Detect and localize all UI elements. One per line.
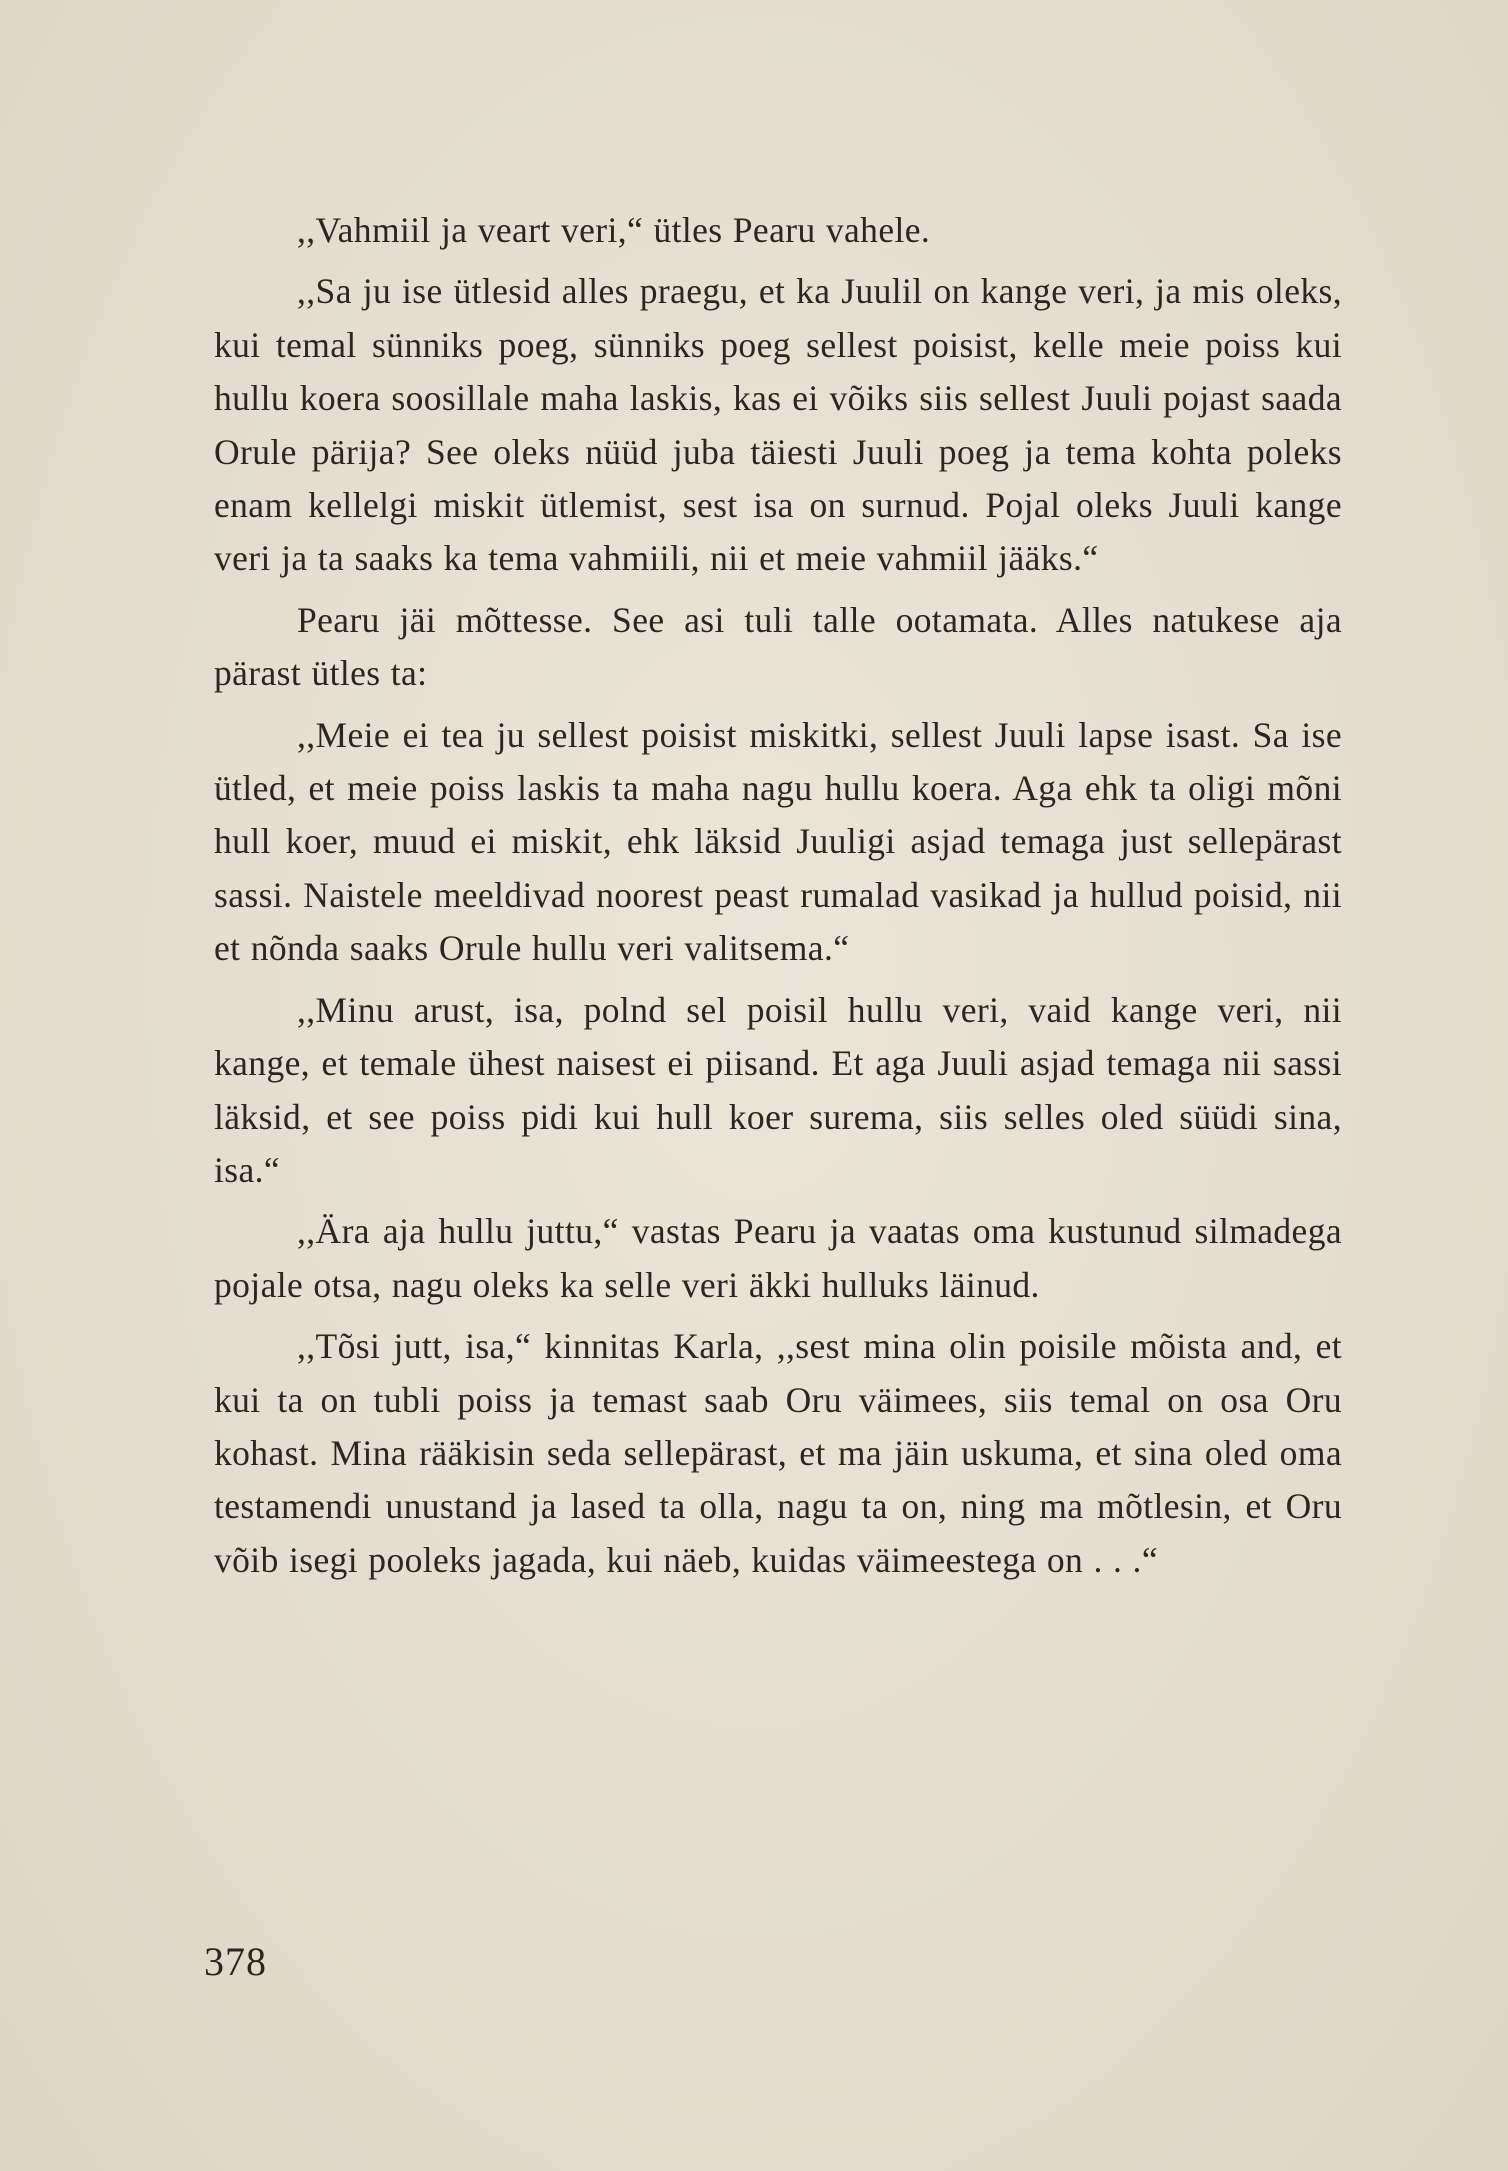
paragraph-3: Pearu jäi mõttesse. See asi tuli talle ootamata. Alles natukese aja pärast ütles ta:	[214, 599, 1342, 694]
page-number: 378	[204, 1939, 267, 1984]
body-text	[214, 204, 1342, 1595]
paragraph-2: ,,Sa ju ise ütlesid alles praegu, et ka Juulil on kange veri, ja mis oleks, kui temal sünniks poeg, sünniks poeg sellest poisist, kelle meie poiss kui hullu koera soosillale maha laskis, kas ei võiks siis sellest Juuli pojast saada Orule pärija? See oleks nüüd juba täiesti Juuli poeg ja tema kohta poleks enam kellelgi miskit ütlemist, sest isa on surnud. Pojal oleks Juuli kange veri ja ta saaks ka tema vahmiili, nii et meie vahmiil jääks.“	[214, 271, 1342, 579]
paragraph-7: ,,Tõsi jutt, isa,“ kinnitas Karla, ,,sest mina olin poisile mõista and, et kui ta on tubli poiss ja temast saab Oru väimees, siis temal on osa Oru kohast. Mina rääkisin seda sellepärast, et ma jäin uskuma, et sina oled oma testamendi unustand ja lased ta olla, nagu ta on, ning ma mõtlesin, et Oru võib isegi pooleks jagada, kui näeb, kuidas väimeestega on . . .“	[214, 1326, 1342, 1580]
paragraph-1: ,,Vahmiil ja veart veri,“ ütles Pearu vahele.	[297, 210, 931, 250]
paragraph-6: ,,Ära aja hullu juttu,“ vastas Pearu ja vaatas oma kustunud silmadega pojale otsa, nagu oleks ka selle veri äkki hulluks läinud.	[214, 1211, 1342, 1305]
paragraph-5: ,,Minu arust, isa, polnd sel poisil hullu veri, vaid kange veri, nii kange, et temale ühest naisest ei piisand. Et aga Juuli asjad temaga nii sassi läksid, et see poiss pidi kui hull koer surema, siis selles oled süüdi sina, isa.“	[214, 989, 1342, 1190]
paragraph-4: ,,Meie ei tea ju sellest poisist miskitki, sellest Juuli lapse isast. Sa ise ütled, et meie poiss laskis ta maha nagu hullu koera. Aga ehk ta oligi mõni hull koer, muud ei miskit, ehk läksid Juuligi asjad temaga just sellepärast sassi. Naistele meeldivad noorest peast rumalad vasikad ja hullud poisid, nii et nõnda saaks Orule hullu veri valitsema.“	[214, 714, 1342, 969]
